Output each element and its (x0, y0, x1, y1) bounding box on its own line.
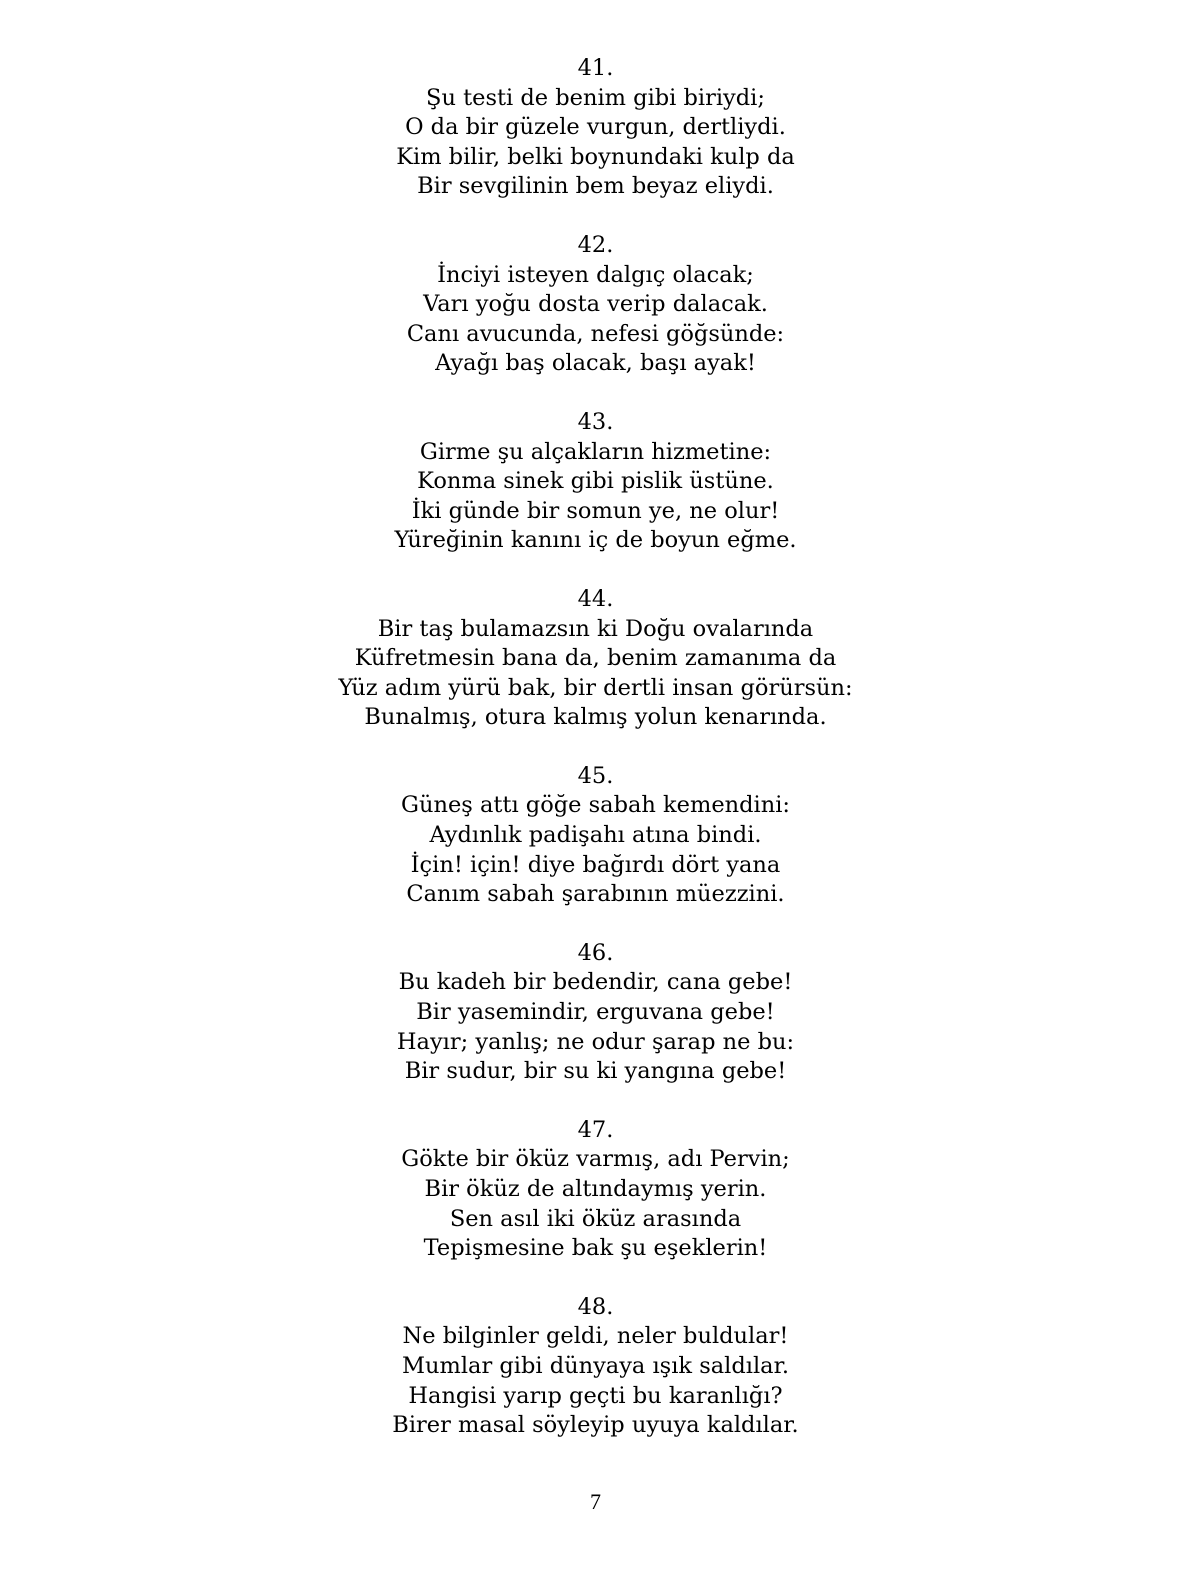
verse-line: Bir öküz de altındaymış yerin. (424, 1176, 767, 1202)
verse-line: O da bir güzele vurgun, dertliydi. (405, 114, 786, 141)
verse-line: Canım sabah şarabının müezzini. (406, 881, 785, 908)
verse-line: Bu kadeh bir bedendir, cana gebe! (398, 969, 793, 996)
quatrain-number: 41. (577, 55, 614, 81)
verse-line: Ne bilginler geldi, neler buldular! (402, 1323, 789, 1350)
quatrain-number: 47. (577, 1116, 614, 1143)
verse-line: Tepişmesine bak şu eşeklerin! (423, 1235, 768, 1262)
verse-line: Yüreğinin kanını iç de boyun eğme. (394, 527, 797, 554)
verse-line: Gökte bir öküz varmış, adı Pervin; (401, 1146, 790, 1173)
verse-line: Hayır; yanlış; ne odur şarap ne bu: (396, 1028, 795, 1055)
verse-line: Canı avucunda, nefesi göğsünde: (406, 320, 785, 347)
verse-line: Bir sudur, bir su ki yangına gebe! (404, 1058, 787, 1085)
page-number: 7 (590, 1489, 601, 1514)
verse-line: Bir yasemindir, erguvana gebe! (416, 999, 775, 1026)
verse-line: Bir taş bulamazsın ki Doğu ovalarında (377, 615, 814, 642)
verse-line: Bir sevgilinin bem beyaz eliydi. (417, 173, 774, 200)
verse-line: Varı yoğu dosta verip dalacak. (423, 291, 768, 318)
quatrain-46 (0, 939, 1191, 1087)
verse-line: Birer masal söyleyip uyuya kaldılar. (392, 1412, 799, 1439)
quatrain-45 (0, 762, 1191, 910)
verse-line: Sen asıl iki öküz arasında (449, 1205, 742, 1232)
verse-line: Bunalmış, otura kalmış yolun kenarında. (364, 704, 827, 731)
verse-line: Kim bilir, belki boynundaki kulp da (396, 143, 795, 170)
verse-line: Konma sinek gibi pislik üstüne. (417, 468, 774, 495)
quatrain-42 (0, 231, 1191, 379)
quatrain-number: 46. (577, 939, 614, 966)
verse-line: Güneş attı göğe sabah kemendini: (400, 792, 790, 819)
verse-line: Girme şu alçakların hizmetine: (419, 438, 772, 465)
verse-line: İçin! için! diye bağırdı dört yana (410, 851, 781, 878)
verse-line: İnciyi isteyen dalgıç olacak; (437, 261, 754, 288)
quatrain-list (0, 54, 1191, 1470)
quatrain-number: 44. (577, 585, 614, 612)
verse-line: Şu testi de benim gibi biriydi; (426, 84, 765, 111)
quatrain-41 (0, 54, 1191, 202)
quatrain-number: 42. (577, 231, 614, 258)
quatrain-43 (0, 408, 1191, 556)
verse-line: Yüz adım yürü bak, bir dertli insan görürsün: (338, 674, 853, 701)
verse-line: Mumlar gibi dünyaya ışık saldılar. (401, 1352, 790, 1379)
verse-line: Hangisi yarıp geçti bu karanlığı? (408, 1382, 783, 1409)
verse-line: İki günde bir somun ye, ne olur! (411, 497, 780, 524)
quatrain-number: 45. (577, 762, 614, 789)
quatrain-number: 48. (577, 1293, 614, 1320)
quatrain-47 (0, 1116, 1191, 1264)
verse-line: Ayağı baş olacak, başı ayak! (435, 350, 756, 377)
quatrain-number: 43. (577, 408, 614, 435)
verse-line: Küfretmesin bana da, benim zamanıma da (354, 645, 837, 672)
quatrain-48 (0, 1293, 1191, 1441)
quatrain-44 (0, 585, 1191, 733)
verse-line: Aydınlık padişahı atına bindi. (429, 822, 762, 849)
